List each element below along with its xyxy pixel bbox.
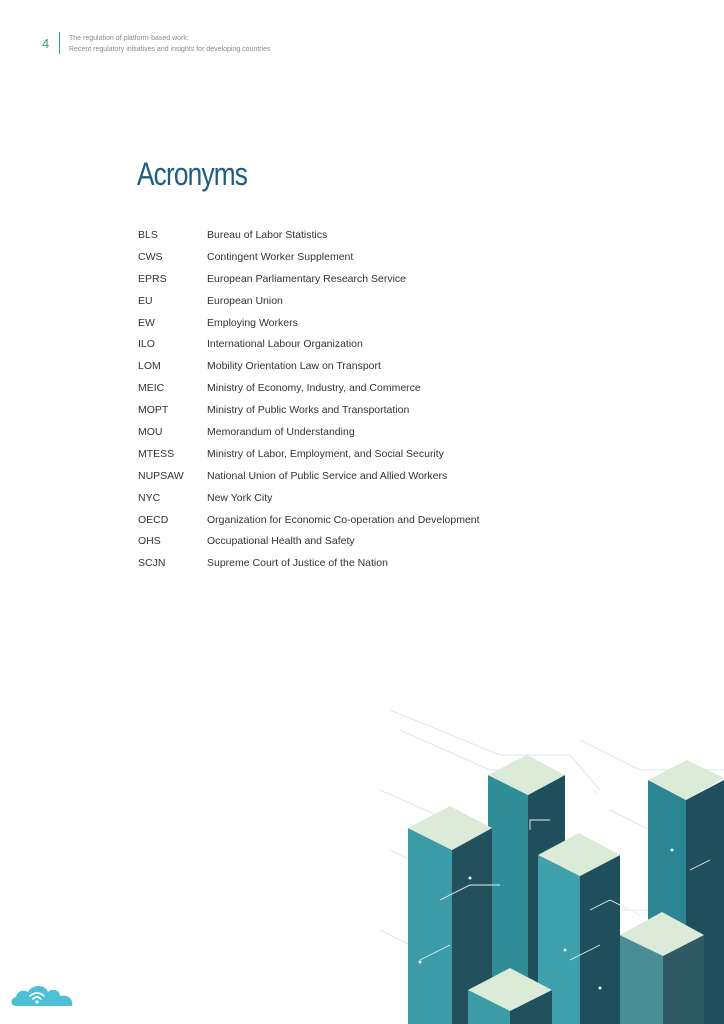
acronym-row xyxy=(138,470,538,492)
acronym-row xyxy=(138,448,538,470)
acronym-abbreviation: NUPSAW xyxy=(138,469,184,482)
acronym-abbreviation: BLS xyxy=(138,229,158,241)
acronym-abbreviation: SCJN xyxy=(138,557,166,570)
acronym-row xyxy=(138,535,538,557)
acronym-definition: Supreme Court of Justice of the Nation xyxy=(207,557,388,570)
acronym-abbreviation: EPRS xyxy=(138,272,167,285)
acronym-definition: Employing Workers xyxy=(207,316,298,329)
acronym-definition: National Union of Public Service and Allied Workers xyxy=(207,469,448,482)
acronym-row xyxy=(138,360,538,382)
acronym-row xyxy=(138,404,538,426)
acronym-abbreviation: OECD xyxy=(138,513,169,526)
acronym-definition: New York City xyxy=(207,491,273,504)
acronym-definition: Occupational Health and Safety xyxy=(207,535,355,548)
acronym-row xyxy=(138,251,538,273)
cloud-wifi-logo xyxy=(10,980,80,1010)
acronym-abbreviation: MOU xyxy=(138,426,163,439)
acronym-definition: European Union xyxy=(207,294,283,307)
acronym-definition: Mobility Orientation Law on Transport xyxy=(207,360,381,373)
running-title xyxy=(69,33,271,55)
acronym-definition: Memorandum of Understanding xyxy=(207,426,355,439)
acronym-definition: Contingent Worker Supplement xyxy=(207,250,354,263)
acronym-list xyxy=(138,229,538,579)
running-title-line-1: The regulation of platform-based work: xyxy=(69,35,189,42)
page-title: Acronyms xyxy=(137,156,248,192)
server-towers-illustration xyxy=(380,700,724,1024)
acronym-definition: Ministry of Public Works and Transportation xyxy=(207,404,410,417)
acronym-definition: Ministry of Economy, Industry, and Commerce xyxy=(207,382,421,395)
acronym-row xyxy=(138,492,538,514)
acronym-row xyxy=(138,317,538,339)
acronym-row xyxy=(138,338,538,360)
acronym-definition: Ministry of Labor, Employment, and Social Security xyxy=(207,447,444,460)
acronym-row xyxy=(138,426,538,448)
header-divider xyxy=(59,32,60,54)
acronym-row xyxy=(138,273,538,295)
acronym-abbreviation: CWS xyxy=(138,250,163,263)
acronym-abbreviation: LOM xyxy=(138,360,161,373)
acronym-abbreviation: EU xyxy=(138,294,153,307)
acronym-abbreviation: MOPT xyxy=(138,404,169,417)
running-title-line-2: Recent regulatory initiatives and insights for developing countries xyxy=(69,46,271,53)
acronym-abbreviation: ILO xyxy=(138,338,155,351)
acronym-abbreviation: MTESS xyxy=(138,447,175,460)
acronym-row xyxy=(138,382,538,404)
acronym-abbreviation: OHS xyxy=(138,535,161,548)
acronym-abbreviation: NYC xyxy=(138,491,161,504)
acronym-row xyxy=(138,295,538,317)
tower-right-front xyxy=(620,912,704,1024)
acronym-abbreviation: MEIC xyxy=(138,382,165,395)
page-number: 4 xyxy=(42,36,50,51)
acronym-row xyxy=(138,514,538,536)
acronym-definition: International Labour Organization xyxy=(207,338,363,351)
acronym-row xyxy=(138,229,538,251)
acronym-abbreviation: EW xyxy=(138,316,155,329)
acronym-row xyxy=(138,557,538,579)
acronym-definition: Organization for Economic Co-operation and Development xyxy=(207,513,480,526)
acronym-definition: European Parliamentary Research Service xyxy=(207,272,407,285)
acronym-definition: Bureau of Labor Statistics xyxy=(207,229,328,241)
